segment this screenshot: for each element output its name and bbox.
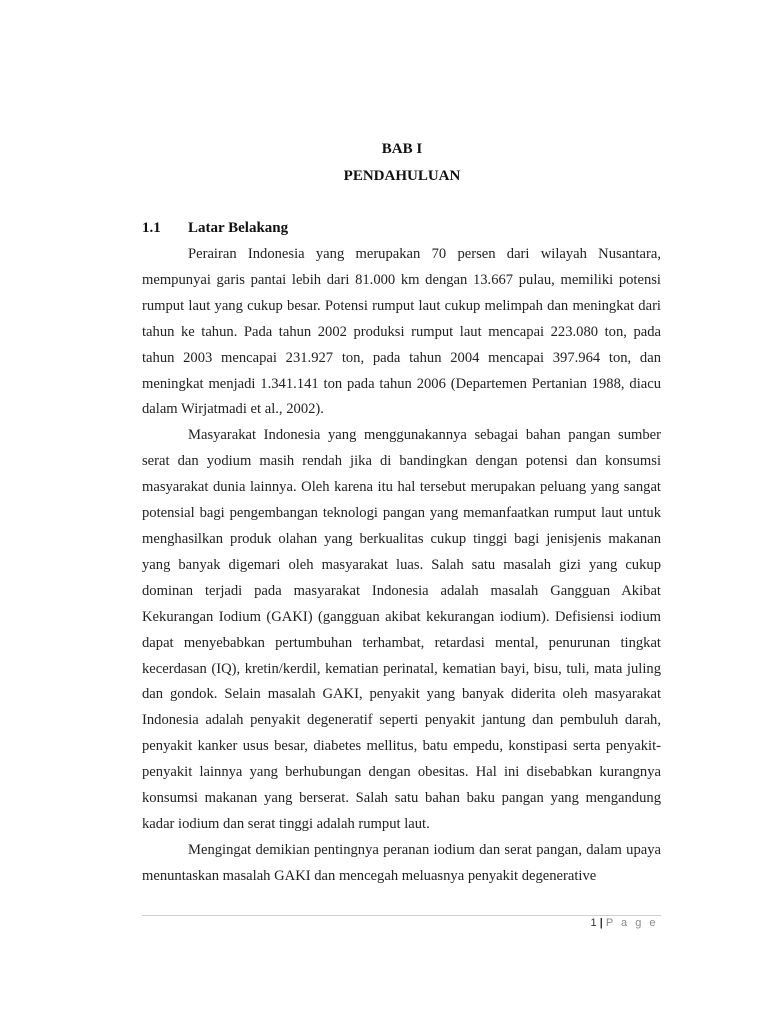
chapter-number: BAB I xyxy=(381,141,423,157)
page-number: 1 xyxy=(590,917,597,929)
paragraph-3: Mengingat demikian pentingnya peranan iodium dan serat pangan, dalam upaya menuntaskan masalah GAKI dan mencegah meluasnya penyakit degenerative xyxy=(142,841,661,884)
body-text xyxy=(142,242,661,890)
footer-divider xyxy=(142,915,661,916)
chapter-title: PENDAHULUAN xyxy=(343,168,461,184)
section-title: Latar Belakang xyxy=(188,220,289,236)
section-number: 1.1 xyxy=(142,220,161,236)
section-heading xyxy=(142,220,288,237)
paragraph-1: Perairan Indonesia yang merupakan 70 persen dari wilayah Nusantara, mempunyai garis pantai lebih dari 81.000 km dengan 13.667 pulau, memiliki potensi rumput laut yang cukup besar. Potensi rumput laut cukup melimpah dan meningkat dari tahun ke tahun. Pada tahun 2002 produksi rumput laut mencapai 223.080 ton, pada tahun 2003 mencapai 231.927 ton, pada tahun 2004 mencapai 397.964 ton, dan meningkat menjadi 1.341.141 ton pada tahun 2006 (Departemen Pertanian 1988, diacu dalam Wirjatmadi et al., 2002). xyxy=(142,246,661,418)
page-separator: | xyxy=(599,917,603,929)
page-footer xyxy=(142,917,658,929)
page-label: P a g e xyxy=(605,917,658,929)
paragraph-2: Masyarakat Indonesia yang menggunakannya sebagai bahan pangan sumber serat dan yodium masih rendah jika di bandingkan dengan potensi dan konsumsi masyarakat dunia lainnya. Oleh karena itu hal tersebut merupakan peluang yang sangat potensial bagi pengembangan teknologi pangan yang memanfaatkan rumput laut untuk menghasilkan produk olahan yang berkualitas cukup tinggi bagi jenisjenis makanan yang banyak digemari oleh masyarakat luas. Salah satu masalah gizi yang cukup dominan terjadi pada masyarakat Indonesia adalah masalah Gangguan Akibat Kekurangan Iodium (GAKI) (gangguan akibat kekurangan iodium). Defisiensi iodium dapat menyebabkan pertumbuhan terhambat, retardasi mental, penurunan tingkat kecerdasan (IQ), kretin/kerdil, kematian perinatal, kematian bayi, bisu, tuli, mata juling dan gondok. Selain masalah GAKI, penyakit yang banyak diderita oleh masyarakat Indonesia adalah penyakit degeneratif seperti penyakit jantung dan pembuluh darah, penyakit kanker usus besar, diabetes mellitus, batu empedu, konstipasi serta penyakit-penyakit lainnya yang berhubungan dengan obesitas. Hal ini disebabkan kurangnya konsumsi makanan yang berserat. Salah satu bahan baku pangan yang mengandung kadar iodium dan serat tinggi adalah rumput laut. xyxy=(142,427,661,832)
